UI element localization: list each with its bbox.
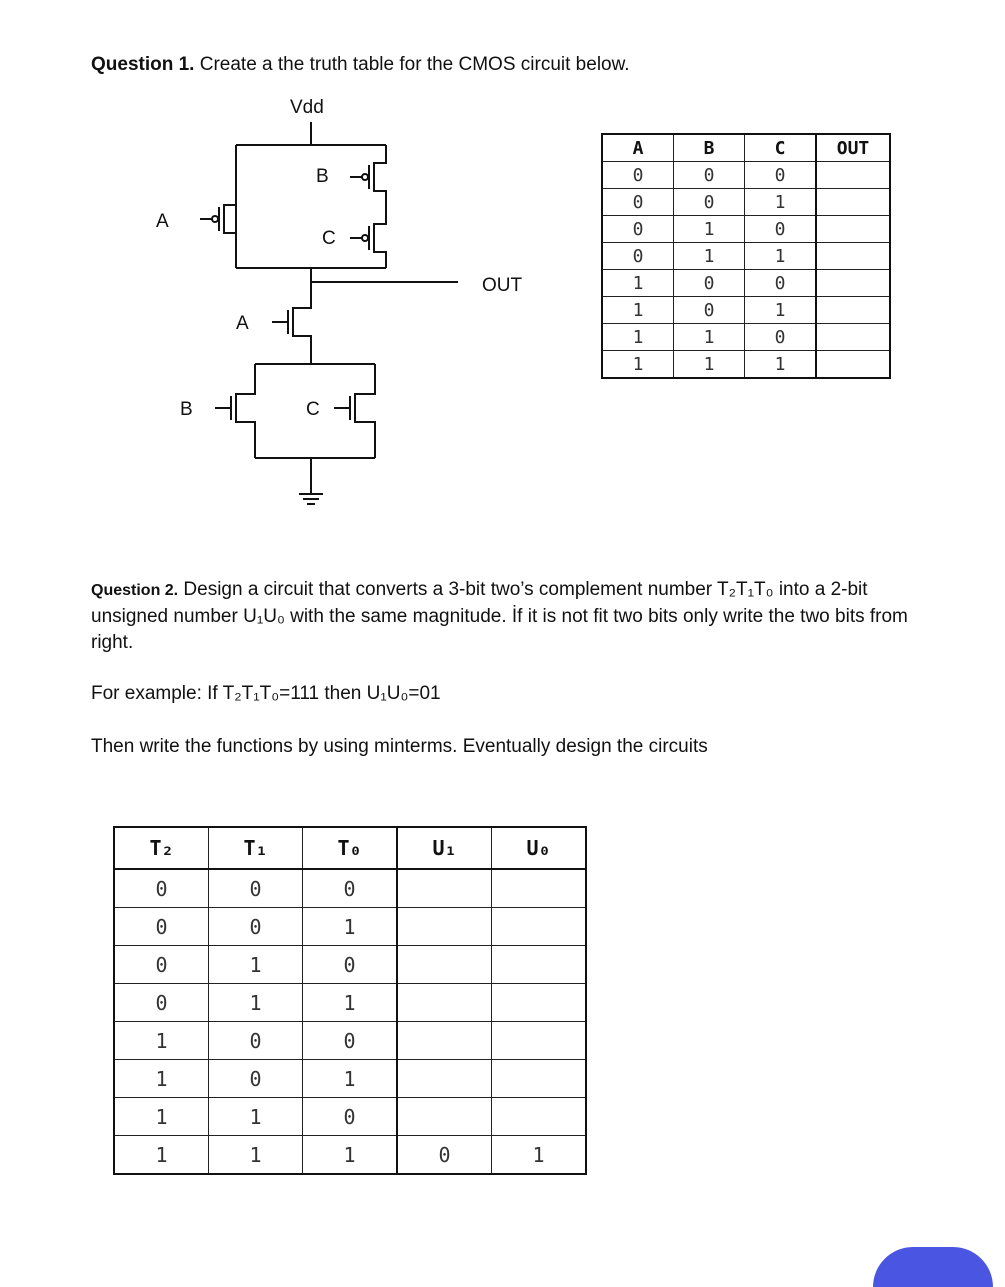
table-cell: 1 (303, 908, 398, 946)
table-cell: 1 (303, 1060, 398, 1098)
table-cell: 1 (209, 1136, 303, 1175)
table-cell: 0 (602, 162, 674, 189)
table-cell: 0 (745, 270, 817, 297)
question-1-text: Create a the truth table for the CMOS circuit below. (194, 54, 630, 75)
table-cell: 0 (674, 270, 745, 297)
table-header-row (602, 134, 890, 162)
table-row (114, 1022, 586, 1060)
table-row (602, 351, 890, 379)
table-cell: 0 (114, 869, 209, 908)
out-label: OUT (482, 275, 523, 296)
table-cell: 0 (114, 984, 209, 1022)
table-cell: 1 (209, 1098, 303, 1136)
table-row (114, 946, 586, 984)
table-cell: 1 (745, 297, 817, 324)
instruction-line: Then write the functions by using minterms. Eventually design the circuits (91, 736, 708, 757)
nmos-a-label: A (236, 313, 249, 334)
table-cell: 0 (209, 1060, 303, 1098)
table-cell (492, 1022, 587, 1060)
table-cell: 1 (114, 1060, 209, 1098)
table-cell (816, 297, 890, 324)
table-row (602, 243, 890, 270)
table-cell (492, 946, 587, 984)
table-cell: 1 (209, 984, 303, 1022)
table-cell: 0 (674, 162, 745, 189)
table-row (602, 297, 890, 324)
floating-action-bubble[interactable] (873, 1247, 993, 1287)
table-cell: 0 (674, 189, 745, 216)
table-cell (492, 869, 587, 908)
vdd-label: Vdd (290, 97, 324, 118)
example-line: For example: If T₂T₁T₀=111 then U₁U₀=01 (91, 683, 441, 704)
table-row (602, 162, 890, 189)
table-cell (397, 1022, 492, 1060)
header-t2: T₂ (114, 827, 209, 869)
table-cell: 1 (602, 351, 674, 379)
table-cell (397, 908, 492, 946)
table-cell (816, 243, 890, 270)
table-cell (816, 324, 890, 351)
table-cell: 1 (114, 1022, 209, 1060)
table-cell: 0 (602, 216, 674, 243)
table-cell (397, 1060, 492, 1098)
table-cell: 0 (209, 908, 303, 946)
table-cell (397, 1098, 492, 1136)
table-cell: 1 (674, 351, 745, 379)
table-cell: 0 (745, 216, 817, 243)
table-cell (816, 189, 890, 216)
table-cell: 0 (745, 324, 817, 351)
table-cell: 1 (303, 984, 398, 1022)
table-cell: 1 (602, 297, 674, 324)
nmos-b-label: B (180, 399, 193, 420)
table-cell (492, 908, 587, 946)
table-row (114, 1136, 586, 1175)
table-cell: 0 (602, 243, 674, 270)
header-c: C (745, 134, 817, 162)
table-header-row (114, 827, 586, 869)
table-cell (397, 984, 492, 1022)
table-cell: 0 (209, 1022, 303, 1060)
table-cell (492, 1060, 587, 1098)
question-2-body (91, 577, 931, 656)
table-cell: 0 (303, 1098, 398, 1136)
pmos-c-label: C (322, 228, 336, 249)
table-cell: 0 (114, 946, 209, 984)
table-cell: 1 (745, 243, 817, 270)
table-cell: 1 (303, 1136, 398, 1175)
table-cell (397, 946, 492, 984)
table-cell (816, 270, 890, 297)
table-row (114, 984, 586, 1022)
header-u1: U₁ (397, 827, 492, 869)
header-t1: T₁ (209, 827, 303, 869)
nmos-c-label: C (306, 399, 320, 420)
table-cell: 1 (492, 1136, 587, 1175)
question-1-heading (91, 54, 630, 76)
table-cell: 0 (602, 189, 674, 216)
question-2-label: Question 2. (91, 582, 179, 599)
header-t0: T₀ (303, 827, 398, 869)
cmos-circuit-diagram (0, 90, 560, 520)
table-cell: 0 (209, 869, 303, 908)
table-cell: 0 (303, 1022, 398, 1060)
table-cell: 0 (745, 162, 817, 189)
table-cell: 0 (303, 946, 398, 984)
table-cell: 1 (114, 1136, 209, 1175)
table-cell (816, 162, 890, 189)
table-row (602, 324, 890, 351)
cmos-truth-table (601, 133, 891, 379)
question-1-label: Question 1. (91, 54, 195, 75)
header-out: OUT (816, 134, 890, 162)
table-row (114, 908, 586, 946)
header-b: B (674, 134, 745, 162)
table-row (114, 869, 586, 908)
header-a: A (602, 134, 674, 162)
table-cell: 0 (674, 297, 745, 324)
table-cell: 1 (602, 270, 674, 297)
table-row (602, 216, 890, 243)
pmos-a-label: A (156, 211, 169, 232)
table-row (114, 1098, 586, 1136)
table-row (114, 1060, 586, 1098)
table-cell (397, 869, 492, 908)
table-row (602, 189, 890, 216)
table-cell: 1 (209, 946, 303, 984)
question-2-text: Design a circuit that converts a 3-bit two’s complement number T₂T₁T₀ into a 2-bit unsigned number U₁U₀ with the same magnitude. İf it is not fit two bits only write the two bits from right. (91, 579, 908, 653)
table-cell: 1 (674, 324, 745, 351)
table-cell (816, 351, 890, 379)
table-row (602, 270, 890, 297)
table-cell (492, 984, 587, 1022)
table-cell: 1 (745, 351, 817, 379)
header-u0: U₀ (492, 827, 587, 869)
table-cell: 1 (114, 1098, 209, 1136)
table-cell: 0 (114, 908, 209, 946)
table-cell: 1 (674, 216, 745, 243)
table-cell: 1 (602, 324, 674, 351)
table-cell (492, 1098, 587, 1136)
conversion-truth-table (113, 826, 587, 1175)
table-cell: 1 (745, 189, 817, 216)
table-cell: 0 (397, 1136, 492, 1175)
table-cell: 0 (303, 869, 398, 908)
pmos-b-label: B (316, 166, 329, 187)
table-cell (816, 216, 890, 243)
table-cell: 1 (674, 243, 745, 270)
